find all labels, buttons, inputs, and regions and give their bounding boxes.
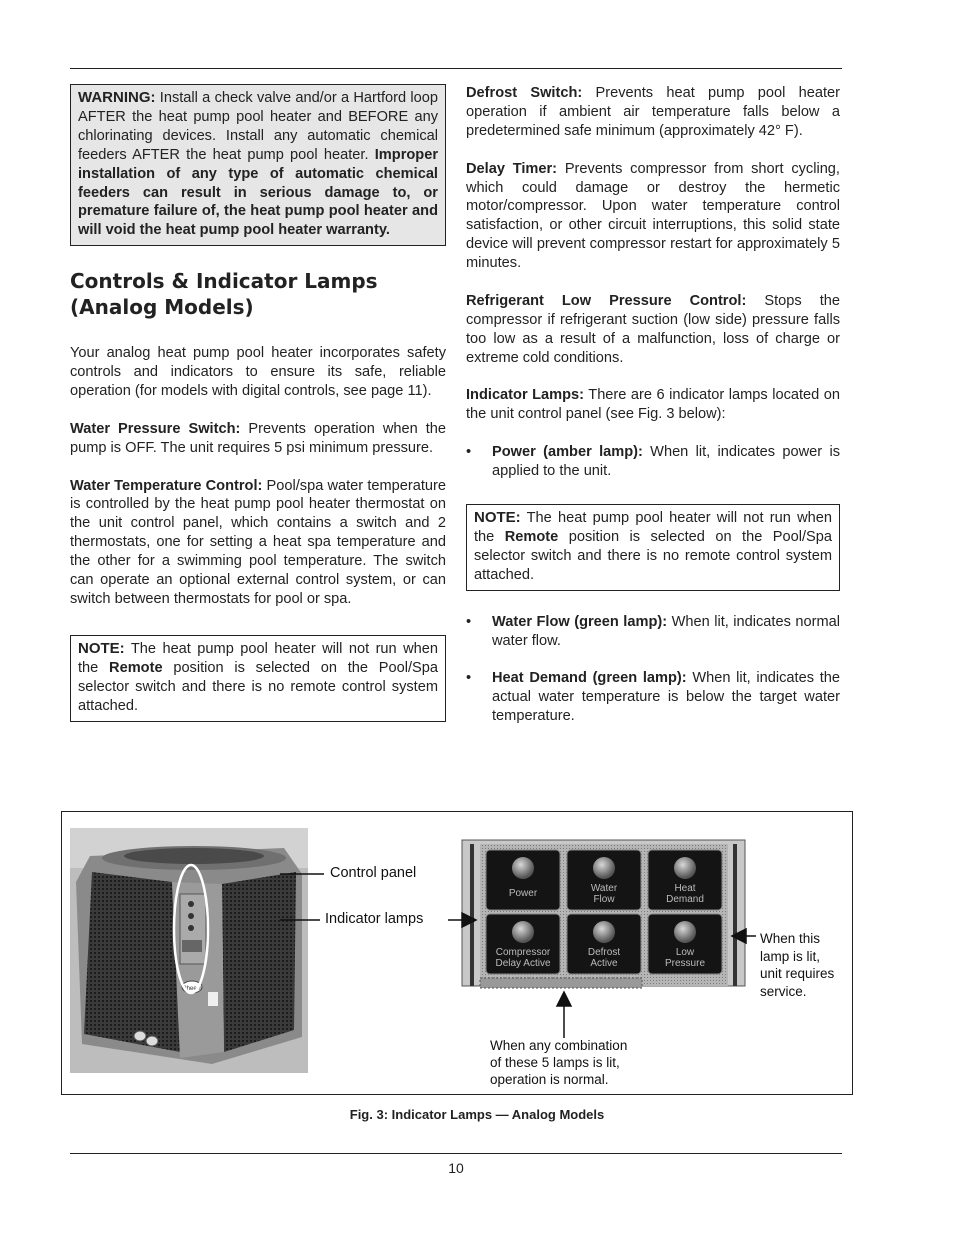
defrost-term: Defrost Switch: (466, 85, 583, 101)
figure-drawing (62, 812, 852, 1094)
note-text-post: position is selected on the Pool/Spa selector switch and there is no remote control system attached. (78, 659, 438, 714)
note-remote: Remote (109, 659, 163, 676)
lamp-bulb (674, 857, 696, 879)
warning-label: WARNING: (78, 89, 156, 106)
refrigerant-text: Stops the compressor if refrigerant suction (low side) pressure falls too low as a result of a malfunction, loss of charge or extreme cold conditions. (466, 292, 840, 366)
section-heading: Controls & Indicator Lamps (Analog Models) (70, 269, 378, 320)
normal-note (490, 1037, 627, 1088)
flow-term: Water Flow (green lamp): (492, 613, 668, 630)
defrost-paragraph (466, 84, 840, 141)
lamp-bulb (512, 921, 534, 943)
lamp-label: Delay Active (495, 958, 551, 969)
indicator-lamp-1 (486, 850, 560, 910)
lamp-label: Demand (666, 894, 704, 905)
top-rule (70, 68, 842, 69)
delay-paragraph (466, 160, 840, 273)
lamp-label: Flow (593, 894, 615, 905)
figure-3 (61, 811, 853, 1095)
service-note (760, 930, 834, 1000)
indicator-lamp-6 (648, 914, 722, 974)
right-column (466, 84, 840, 745)
water-temp-paragraph (70, 477, 446, 609)
bullet-dot: • (466, 670, 472, 687)
lamp-label: Heat (674, 883, 696, 894)
left-column (70, 84, 446, 722)
bullet-dot: • (466, 613, 472, 630)
refrigerant-term: Refrigerant Low Pressure Control: (466, 292, 747, 309)
refrigerant-paragraph (466, 292, 840, 368)
normal-line: operation is normal. (490, 1072, 609, 1087)
indicator-lamp-5 (567, 914, 641, 974)
note-text-pre: The heat pump pool heater will not run when the (474, 509, 833, 545)
indicator-term: Indicator Lamps: (466, 387, 585, 404)
water-pressure-paragraph (70, 420, 446, 458)
intro-text: Your analog heat pump pool heater incorporates safety controls and indicators to ensure its safe, reliable operation (for models with digital controls, see page 11). (70, 345, 446, 400)
water-pressure-term: Water Pressure Switch: (70, 420, 241, 437)
heat-text: When lit, indicates the actual water temperature is below the target water temperature. (492, 670, 840, 725)
indicator-lamp-4 (486, 914, 560, 974)
bullet-dot: • (466, 444, 472, 461)
service-line: When this (760, 931, 821, 946)
rheem-logo: Rheem (182, 986, 202, 992)
warning-text: Install a check valve and/or a Hartford loop AFTER the heat pump pool heater and BEFORE any chlorinating devices. Install any automatic chemical feeders AFTER the heat pump pool heater. (78, 90, 438, 163)
indicator-lamp-2 (567, 850, 641, 910)
water-temp-term: Water Temperature Control: (70, 477, 263, 494)
water-temp-text: Pool/spa water temperature is controlled by the heat pump pool heater thermostat on the unit control panel, which contains a switch and 2 thermostats, one for setting a heat spa temperature and the other for a swimming pool temperature. The switch can operate an optional external control system, or can switch between thermostats for pool or spa. (70, 477, 446, 607)
heat-pump-photo (70, 828, 308, 1073)
bullet-water-flow (466, 613, 840, 651)
service-line: unit requires (760, 966, 835, 981)
warning-bold-text: Improper installation of any type of automatic chemical feeders can result in serious damage to, or premature failure of, the heat pump pool heater and will void the heat pump pool heater warranty. (78, 146, 438, 239)
lamp-label: Compressor (495, 947, 551, 958)
lamp-label: Power (508, 888, 538, 899)
service-line: service. (760, 983, 807, 999)
figure-caption: Fig. 3: Indicator Lamps — Analog Models (349, 1107, 605, 1122)
delay-text: Prevents compressor from short cycling, which could damage or destroy the hermetic motor/compressor. Upon water temperature control satisfaction, or other circuit interruptions, this solid state device will prevent compressor restart for approximately 5 minutes. (466, 160, 840, 272)
lamp-bulb (593, 857, 615, 879)
intro-paragraph (70, 344, 446, 401)
bullet-heat-demand (466, 669, 840, 726)
power-text: When lit, indicates power is applied to the unit. (492, 444, 840, 480)
note-text-pre: The heat pump pool heater will not run when the (78, 640, 438, 676)
lamp-label: Pressure (664, 958, 706, 969)
right-note-box (466, 504, 840, 591)
lamp-bulb (593, 921, 615, 943)
lamp-bulb (674, 921, 696, 943)
left-note-box (70, 635, 446, 722)
service-line: lamp is lit, (760, 948, 821, 964)
indicator-lamp-3 (648, 850, 722, 910)
lamp-bulb (512, 857, 534, 879)
indicator-paragraph (466, 386, 840, 424)
lamp-label: Defrost (587, 947, 621, 958)
power-term: Power (amber lamp): (492, 444, 643, 461)
bullet-power (466, 443, 840, 481)
note-remote: Remote (504, 528, 559, 545)
heat-term: Heat Demand (green lamp): (492, 670, 687, 687)
delay-term: Delay Timer: (466, 160, 558, 177)
lamp-label: Low (675, 947, 695, 958)
lamp-label: Active (590, 958, 618, 969)
water-pressure-text: Prevents operation when the pump is OFF. The unit requires 5 psi minimum pressure. (70, 420, 446, 456)
normal-line: of these 5 lamps is lit, (490, 1055, 620, 1070)
lamp-label: Water (590, 883, 618, 894)
page-number: 10 (448, 1160, 464, 1176)
normal-line: When any combination (490, 1038, 628, 1053)
defrost-text: Prevents heat pump pool heater operation if ambient air temperature falls below a predetermined safe minimum (approximately 42° F). (466, 85, 840, 139)
note-label: NOTE: (474, 508, 521, 526)
indicator-text: There are 6 indicator lamps located on the unit control panel (see Fig. 3 below): (466, 387, 841, 423)
note-text-post: position is selected on the Pool/Spa selector switch and there is no remote control system attached. (474, 528, 832, 583)
flow-text: When lit, indicates normal water flow. (492, 613, 840, 649)
bottom-rule (70, 1153, 842, 1154)
note-label: NOTE: (78, 639, 125, 657)
control-panel-label: Control panel (330, 865, 417, 881)
warning-box (70, 84, 446, 246)
indicator-lamps-label: Indicator lamps (325, 911, 424, 927)
